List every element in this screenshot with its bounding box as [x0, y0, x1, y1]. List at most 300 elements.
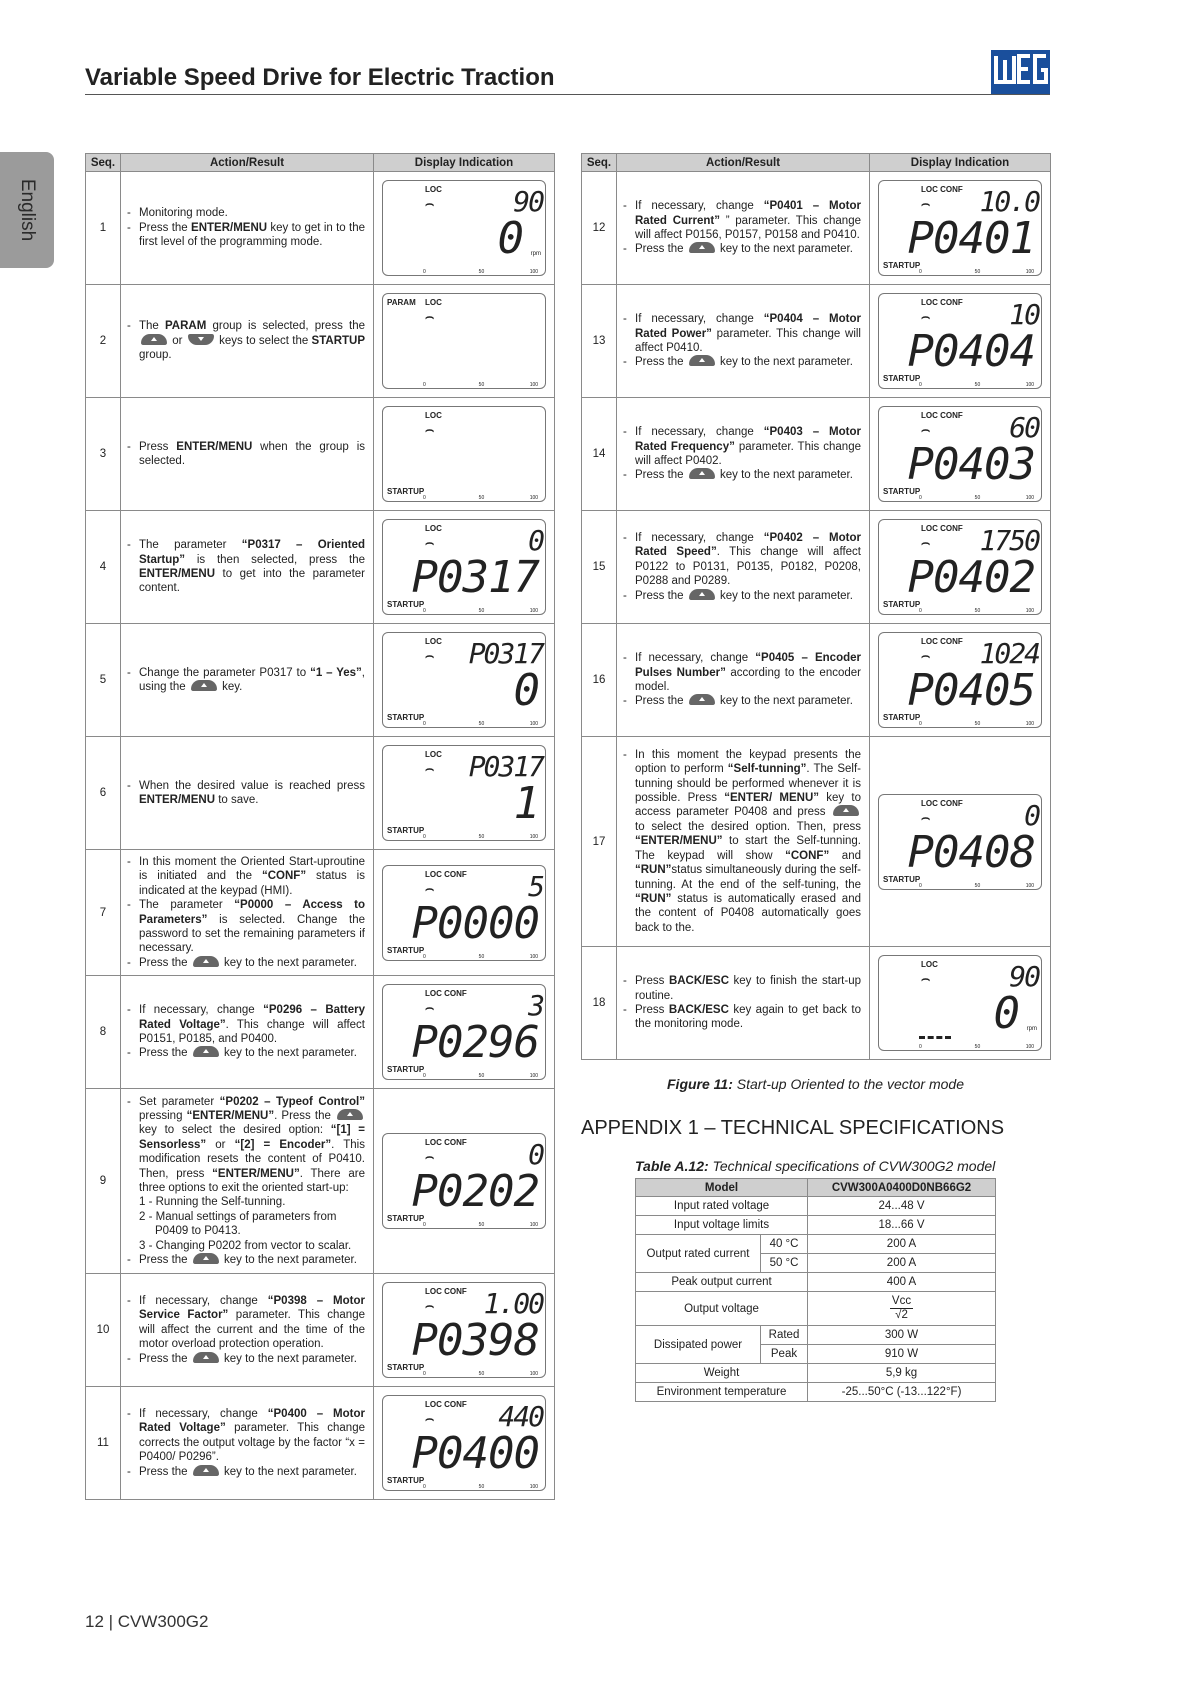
loc-indicator: LOC CONF: [425, 1287, 467, 1296]
scale-tick: 100: [529, 834, 539, 840]
display-upper-value: 0: [528, 524, 543, 557]
scale-tick: 0: [423, 1073, 426, 1079]
spec-row: [636, 1216, 996, 1235]
action-emphasis: “P0317 – Oriented Startup”: [139, 539, 366, 566]
display-main-value: P0403: [907, 439, 1035, 490]
startup-indicator: STARTUP: [387, 826, 425, 835]
action-text: key to access parameter P0408 and press: [635, 792, 861, 819]
spec-value: 910 W: [808, 1345, 996, 1364]
up-key-icon: [689, 355, 715, 366]
step-display: [374, 850, 555, 976]
step-row: [582, 172, 1051, 285]
action-text: Press the: [139, 1047, 191, 1060]
spec-row: [636, 1364, 996, 1383]
action-item: [139, 1465, 365, 1479]
action-text: status is indicated at the keypad (HMI).: [139, 870, 365, 897]
rpm-unit: rpm: [530, 251, 541, 257]
up-key-icon: [689, 694, 715, 705]
up-key-icon: [193, 1352, 219, 1363]
action-text: status is automatically erased and the content of P0408 automatically goes back to the.: [635, 892, 861, 934]
scale-tick: 50: [478, 1371, 485, 1377]
scale-tick: 50: [478, 382, 485, 388]
scale-tick: 0: [919, 495, 922, 501]
spec-header-model-code: CVW300A0400D0NB66G2: [808, 1179, 996, 1197]
rotation-arrow-icon: ⌢: [425, 879, 435, 896]
action-emphasis: “P0402 – Motor Rated Speed”: [635, 531, 861, 559]
scale-tick: 0: [423, 269, 426, 275]
action-text: . The Self-tunning should be performed whenever it is possible. Press: [635, 763, 861, 805]
startup-indicator: STARTUP: [387, 713, 425, 722]
action-emphasis: “RUN”: [635, 864, 672, 877]
action-text: Press the: [139, 1254, 191, 1267]
action-text: Press: [635, 1004, 669, 1016]
action-text: or: [206, 1138, 235, 1151]
scale-tick: 100: [529, 953, 539, 960]
step-row: [582, 398, 1051, 511]
hmi-display: [382, 519, 546, 615]
hmi-display: [382, 865, 546, 961]
action-item: [139, 898, 365, 956]
step-row: [86, 624, 555, 737]
display-upper-value: 90: [1009, 960, 1039, 993]
action-text: key.: [218, 681, 243, 693]
scale-tick: 50: [478, 1484, 485, 1490]
step-action: [121, 172, 374, 285]
hmi-display: [382, 1395, 546, 1491]
loc-indicator: LOC: [425, 524, 442, 533]
action-text: ” parameter. This change will affect P0156, P0157, P0158 and P0410.: [635, 214, 861, 241]
action-text: . This change will affect P0122 to P0131, P0135, P0182, P0208, P0288 and P0289.: [635, 546, 861, 588]
action-subitem: 3 - Changing P0202 from vector to scalar.: [139, 1239, 352, 1252]
action-text: or: [169, 334, 186, 347]
action-text: key to the next parameter.: [716, 243, 853, 256]
header-rule: [85, 94, 1050, 95]
step-row: [582, 624, 1051, 737]
spec-caption-label: Table A.12:: [635, 1158, 709, 1174]
action-emphasis: ENTER/MENU: [139, 794, 216, 806]
spec-label: Weight: [636, 1364, 808, 1383]
step-display: [374, 285, 555, 398]
action-item: [635, 589, 861, 603]
scale-tick: 100: [529, 269, 539, 275]
spec-label: Dissipated power: [636, 1326, 761, 1364]
appendix-title: APPENDIX 1 – TECHNICAL SPECIFICATIONS: [581, 1117, 1005, 1139]
startup-indicator: STARTUP: [387, 1363, 425, 1372]
rotation-arrow-icon: ⌢: [921, 195, 931, 211]
hmi-display: [382, 293, 546, 389]
loc-indicator: LOC CONF: [425, 869, 467, 879]
hmi-display: [382, 984, 546, 1080]
spec-value: 18...66 V: [808, 1216, 996, 1235]
loc-indicator: LOC: [425, 637, 442, 646]
hmi-display: [878, 180, 1042, 276]
step-number: 15: [582, 511, 617, 624]
scale-tick: 100: [1025, 721, 1035, 727]
action-item: [139, 855, 365, 898]
formula-denominator: [890, 1309, 913, 1322]
weg-logo: [991, 50, 1050, 90]
action-text: If necessary, change: [139, 1294, 268, 1307]
action-subitem: 2 - Manual settings of parameters from: [139, 1210, 337, 1223]
scale-tick: 0: [423, 1222, 426, 1228]
action-text: Press the: [635, 589, 687, 602]
spec-label: Peak output current: [636, 1273, 808, 1292]
display-scale: [919, 721, 1035, 728]
action-text: The parameter: [139, 539, 242, 552]
startup-indicator: STARTUP: [883, 874, 921, 884]
display-header: Display Indication: [374, 154, 555, 172]
action-item: [139, 1095, 365, 1196]
step-display: [870, 511, 1051, 624]
step-action: [121, 1387, 374, 1500]
rotation-arrow-icon: ⌢: [425, 999, 435, 1015]
spec-row: [636, 1235, 996, 1254]
loc-indicator: LOC CONF: [921, 298, 963, 307]
action-text: Press the: [139, 1465, 191, 1478]
hmi-display: [878, 632, 1042, 728]
action-text: If necessary, change: [635, 313, 764, 326]
scale-tick: 100: [529, 382, 539, 388]
hmi-display: [878, 293, 1042, 389]
figure-caption-label: Figure 11:: [667, 1076, 733, 1092]
action-emphasis: ENTER/MENU: [191, 221, 268, 234]
param-indicator: PARAM: [387, 298, 416, 307]
action-item: [139, 221, 365, 250]
action-emphasis: “P0405 – Encoder Pulses Number”: [635, 652, 861, 679]
action-item: [635, 242, 861, 256]
step-row: [86, 1274, 555, 1387]
action-emphasis: STARTUP: [311, 334, 365, 347]
action-emphasis: “P0202 – Typeof Control”: [219, 1095, 365, 1108]
scale-tick: 50: [478, 721, 485, 727]
sqrt-icon: √: [895, 1309, 902, 1321]
action-text: The parameter: [139, 899, 235, 912]
rpm-unit: rpm: [1026, 1026, 1037, 1032]
action-item: [139, 1407, 365, 1465]
rotation-arrow-icon: ⌢: [425, 760, 435, 776]
rotation-arrow-icon: ⌢: [921, 808, 931, 825]
step-display: [870, 737, 1051, 947]
spec-sub-label: 50 °C: [761, 1254, 808, 1273]
display-upper-value: P0317: [468, 750, 543, 783]
hmi-display: [878, 406, 1042, 502]
action-text: Monitoring mode.: [139, 207, 228, 220]
bargraph-icon: [919, 1036, 951, 1039]
scale-tick: 0: [423, 1484, 426, 1490]
scale-tick: 0: [919, 1044, 922, 1050]
step-display: [374, 172, 555, 285]
step-number: 16: [582, 624, 617, 737]
action-emphasis: “RUN”: [635, 892, 672, 905]
scale-tick: 50: [974, 495, 981, 501]
step-number: 10: [86, 1274, 121, 1387]
page-footer: 12 | CVW300G2: [85, 1612, 209, 1631]
hmi-display: [878, 794, 1042, 890]
step-action: [617, 737, 870, 947]
scale-tick: 50: [478, 608, 485, 614]
figure-caption: [581, 1076, 1050, 1092]
action-item: [139, 1253, 365, 1267]
spec-header-model: Model: [636, 1179, 808, 1197]
action-emphasis: “P0000 – Access to Parameters”: [139, 899, 365, 926]
display-scale: [919, 1044, 1035, 1051]
step-display: [374, 1274, 555, 1387]
action-text: If necessary, change: [635, 426, 764, 439]
action-item: [635, 748, 861, 935]
action-text: key to the next parameter.: [220, 1465, 357, 1478]
step-number: 5: [86, 624, 121, 737]
action-text: . This modification resets the content of P0410. Then, press: [139, 1138, 365, 1180]
step-display: [374, 398, 555, 511]
action-text: key to the next parameter.: [220, 1254, 357, 1267]
rotation-arrow-icon: ⌢: [921, 647, 931, 663]
display-main-value: 1: [513, 778, 539, 829]
scale-tick: 0: [919, 608, 922, 614]
action-item: [635, 651, 861, 694]
display-scale: [423, 1073, 539, 1080]
action-text: key to the next parameter.: [220, 956, 357, 969]
spec-value: -25...50°C (-13...122°F): [808, 1383, 996, 1402]
display-scale: [423, 382, 539, 389]
step-display: [870, 285, 1051, 398]
step-number: 14: [582, 398, 617, 511]
display-scale: [423, 608, 539, 615]
scale-tick: 100: [1025, 269, 1035, 275]
action-text: and: [829, 849, 861, 862]
action-item: [139, 666, 365, 695]
action-text: If necessary, change: [635, 531, 764, 544]
action-text: key to the next parameter.: [716, 356, 853, 369]
display-scale: [423, 954, 539, 961]
display-upper-value: P0317: [468, 637, 543, 670]
step-display: [870, 624, 1051, 737]
action-text: If necessary, change: [635, 200, 764, 213]
startup-indicator: STARTUP: [387, 1065, 425, 1074]
step-action: [617, 398, 870, 511]
action-text: key to the next parameter.: [220, 1047, 357, 1060]
action-emphasis: “ENTER/MENU”: [635, 835, 723, 848]
spec-sub-label: Rated: [761, 1326, 808, 1345]
spec-value: 400 A: [808, 1273, 996, 1292]
step-number: 3: [86, 398, 121, 511]
step-action: [617, 285, 870, 398]
rotation-arrow-icon: ⌢: [425, 308, 435, 324]
action-text: key again to get back to the monitoring mode.: [635, 1004, 862, 1031]
loc-indicator: LOC: [425, 185, 442, 194]
display-scale: [423, 269, 539, 276]
scale-tick: 0: [919, 269, 922, 275]
scale-tick: 50: [974, 721, 981, 727]
action-text: is then selected, press the: [185, 553, 365, 566]
action-text: key to select the desired option:: [139, 1124, 331, 1137]
step-row: [86, 285, 555, 398]
action-text: The: [139, 320, 165, 333]
step-display: [374, 737, 555, 850]
action-item: [635, 312, 861, 355]
hmi-display: [878, 519, 1042, 615]
display-upper-value: 440: [498, 1400, 543, 1433]
action-item: [139, 956, 365, 970]
display-scale: [423, 495, 539, 502]
scale-tick: 50: [478, 269, 485, 275]
language-tab[interactable]: [0, 152, 54, 268]
action-item: [635, 468, 861, 482]
scale-tick: 100: [529, 495, 539, 501]
step-row: [582, 285, 1051, 398]
spec-label: Input rated voltage: [636, 1197, 808, 1216]
display-scale: [919, 608, 1035, 615]
action-item: [635, 425, 861, 468]
action-text: . This change will affect P0151, P0185, and P0400.: [139, 1018, 365, 1045]
action-text: . There are three options to exit the oriented start-up:: [139, 1167, 365, 1194]
up-key-icon: [337, 1109, 363, 1120]
scale-tick: 100: [1025, 495, 1035, 501]
action-emphasis: “P0401 – Motor Rated Current”: [635, 200, 861, 227]
action-emphasis: “P0404 – Motor Rated Power”: [635, 313, 861, 340]
display-main-value: 0: [513, 665, 539, 716]
rotation-arrow-icon: ⌢: [425, 1297, 435, 1313]
hmi-display: [878, 955, 1042, 1051]
action-emphasis: BACK/ESC: [668, 1004, 729, 1016]
spec-caption-text: Technical specifications of CVW300G2 model: [708, 1158, 996, 1174]
startup-table-right: [581, 153, 1051, 1060]
display-scale: [423, 721, 539, 728]
display-main-value: 0: [993, 988, 1019, 1039]
scale-tick: 50: [974, 608, 981, 614]
action-emphasis: “[1] = Sensorless”: [139, 1124, 365, 1151]
step-row: [86, 976, 555, 1089]
scale-tick: 100: [529, 1371, 539, 1377]
action-text: Press the: [139, 956, 191, 969]
seq-header: Seq.: [86, 154, 121, 172]
spec-label: Input voltage limits: [636, 1216, 808, 1235]
step-number: 4: [86, 511, 121, 624]
up-key-icon: [689, 242, 715, 253]
scale-tick: 0: [423, 721, 426, 727]
step-row: [86, 850, 555, 976]
step-display: [870, 172, 1051, 285]
hmi-display: [382, 180, 546, 276]
loc-indicator: LOC CONF: [425, 1138, 467, 1147]
step-row: [582, 737, 1051, 947]
scale-tick: 0: [919, 882, 922, 889]
rotation-arrow-icon: ⌢: [425, 534, 435, 550]
spec-value-formula: [808, 1292, 996, 1326]
display-main-value: P0296: [411, 1017, 539, 1068]
action-text: is selected. Change the password to set the remaining parameters if necessary.: [139, 913, 365, 955]
scale-tick: 0: [423, 1371, 426, 1377]
loc-indicator: LOC CONF: [921, 411, 963, 420]
display-upper-value: 10: [1009, 298, 1039, 331]
action-text: . Press the: [274, 1109, 335, 1122]
loc-indicator: LOC CONF: [425, 989, 467, 998]
spec-label: Environment temperature: [636, 1383, 808, 1402]
action-text: , using the: [139, 666, 365, 693]
display-main-value: 0: [497, 213, 523, 264]
scale-tick: 100: [529, 1222, 539, 1228]
step-number: 18: [582, 947, 617, 1060]
step-row: [86, 172, 555, 285]
action-text: Press the: [139, 1352, 191, 1365]
display-scale: [919, 382, 1035, 389]
spec-value: 24...48 V: [808, 1197, 996, 1216]
up-key-icon: [193, 956, 219, 967]
step-action: [617, 624, 870, 737]
action-text: key to the next parameter.: [716, 589, 853, 602]
scale-tick: 100: [529, 1073, 539, 1079]
formula-denominator-value: 2: [901, 1309, 908, 1321]
scale-tick: 100: [529, 721, 539, 727]
action-emphasis: “ENTER/MENU”: [212, 1167, 300, 1180]
up-key-icon: [191, 680, 217, 691]
step-action: [617, 511, 870, 624]
scale-tick: 0: [919, 721, 922, 727]
display-scale: [919, 883, 1035, 890]
scale-tick: 50: [478, 834, 485, 840]
startup-indicator: STARTUP: [387, 1476, 425, 1485]
action-item: [139, 440, 365, 469]
scale-tick: 100: [1025, 1044, 1035, 1050]
formula-numerator: Vcc: [891, 1295, 912, 1307]
action-item: [635, 355, 861, 369]
spec-table: [635, 1178, 996, 1402]
spec-row: [636, 1273, 996, 1292]
action-subitem: 1 - Running the Self-tunning.: [139, 1196, 286, 1209]
action-text: Press the: [635, 469, 687, 482]
startup-indicator: STARTUP: [387, 945, 425, 955]
display-upper-value: 1750: [979, 524, 1039, 557]
scale-tick: 100: [1025, 608, 1035, 614]
display-scale: [919, 495, 1035, 502]
action-item: [635, 974, 861, 1003]
action-text: group.: [139, 349, 172, 362]
action-item: [139, 319, 365, 362]
action-emphasis: “P0296 – Battery Rated Voltage”: [139, 1004, 365, 1031]
action-text: If necessary, change: [139, 1004, 264, 1017]
action-text: keys to select the: [215, 334, 312, 347]
action-emphasis: BACK/ESC: [668, 975, 729, 988]
display-upper-value: 5: [528, 869, 543, 903]
action-text: Press the: [635, 243, 687, 256]
action-text: when the group is selected.: [139, 440, 366, 467]
step-action: [121, 976, 374, 1089]
step-row: [86, 398, 555, 511]
step-action: [617, 947, 870, 1060]
step-display: [870, 398, 1051, 511]
rotation-arrow-icon: ⌢: [921, 970, 931, 986]
action-emphasis: “1 – Yes”: [310, 666, 362, 679]
display-main-value: P0000: [411, 897, 539, 949]
rotation-arrow-icon: ⌢: [425, 1148, 435, 1164]
action-text: key to finish the start-up routine.: [635, 975, 861, 1002]
action-emphasis: PARAM: [164, 320, 207, 333]
display-scale: [423, 1222, 539, 1229]
scale-tick: 50: [974, 382, 981, 388]
display-main-value: P0398: [411, 1315, 539, 1366]
rotation-arrow-icon: ⌢: [921, 421, 931, 437]
action-header: Action/Result: [617, 154, 870, 172]
action-emphasis: “CONF”: [785, 849, 830, 862]
action-item: [139, 779, 365, 808]
step-number: 17: [582, 737, 617, 947]
action-item: [635, 1003, 861, 1032]
action-item: [635, 531, 861, 589]
hmi-display: [382, 745, 546, 841]
step-number: 6: [86, 737, 121, 850]
down-key-icon: [188, 334, 214, 345]
action-text: Press the: [139, 221, 192, 234]
up-key-icon: [833, 805, 859, 816]
